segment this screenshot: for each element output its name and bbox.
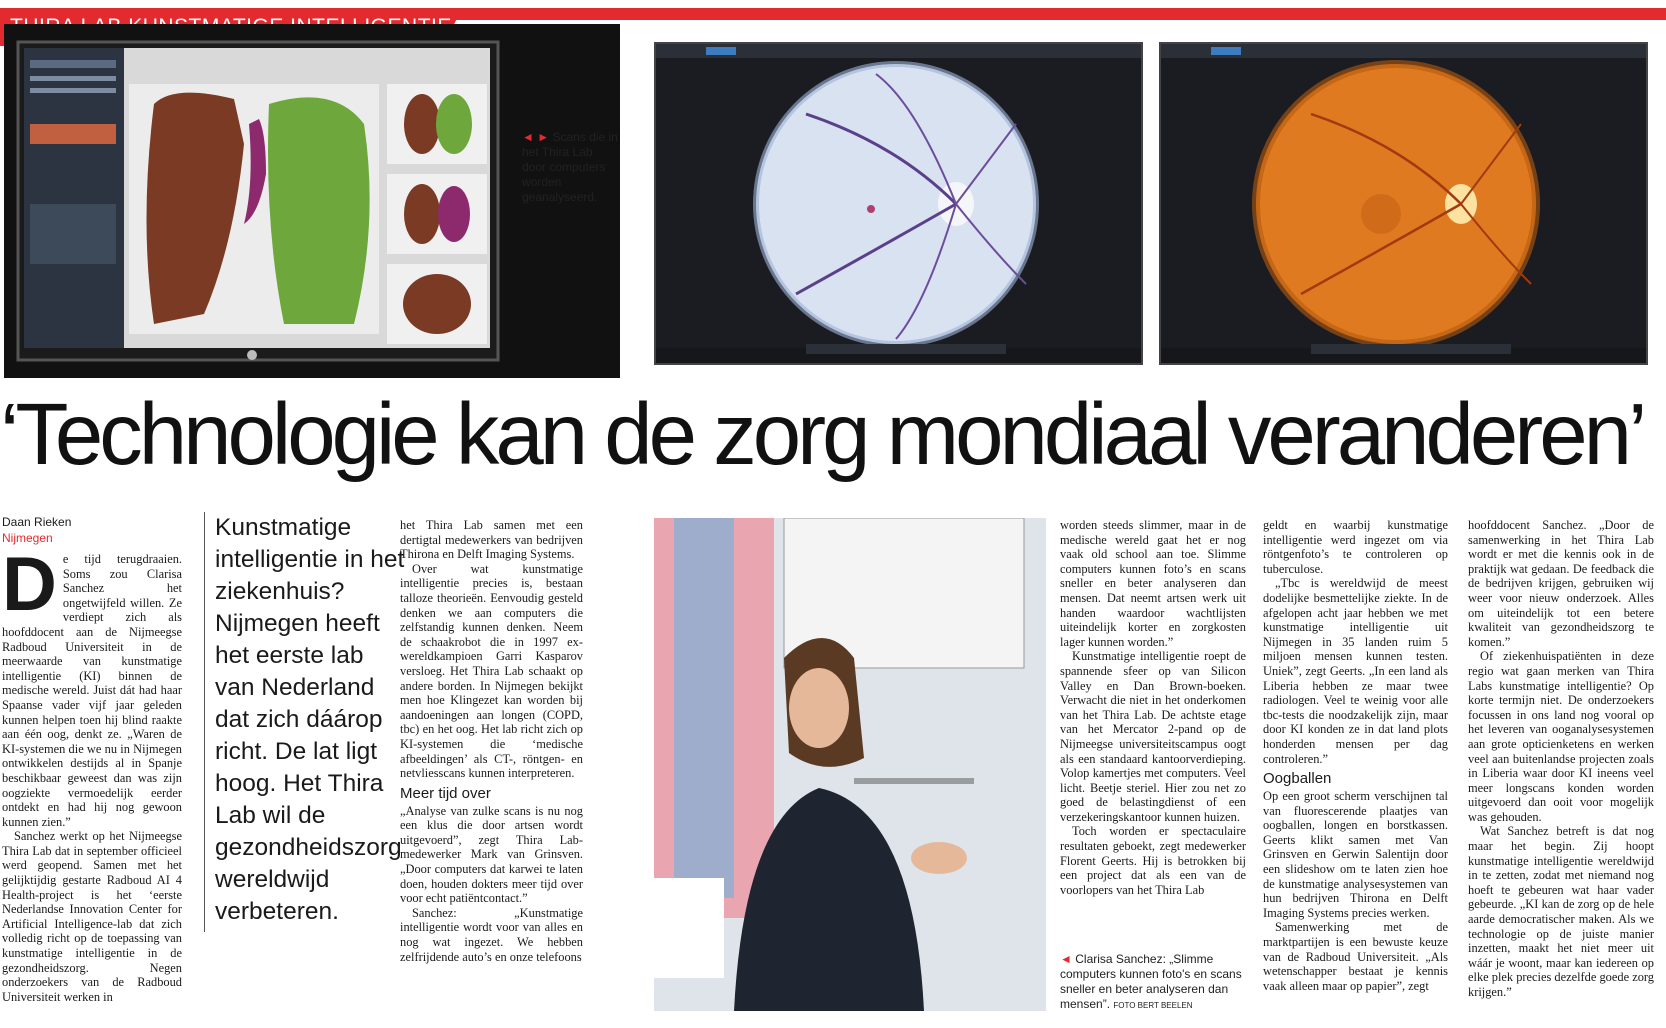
paragraph: Op een groot scherm verschijnen tal van fluorescerende plaatjes van oogballen, longen en borstkassen. Geerts klikt samen met Van Grinsven en Gerwin Salentijn door een slideshow om te laten zien hoe de kunstmatige analysesystemen van hun bedrijven Thirona en Delft Imaging Systems precies werken. bbox=[1263, 789, 1448, 920]
paragraph: Wat Sanchez betreft is dat nog maar het begin. Zij hoopt kunstmatige intelligentie wereldwijd in te zetten, zodat met niemand nog hoeft te gebeuren wat haar vader gebeurde. „KI kan de zorg op de hele aarde democratischer maken. Als we technologie op de juiste manier inzetten, maakt het niet meer uit wáár je woont, maar kan iedereen op elke plek precies dezelfde goede zorg krijgen.” bbox=[1468, 824, 1654, 999]
article-column-4 bbox=[1263, 518, 1448, 1012]
photo-caption bbox=[1060, 952, 1246, 1013]
author: Daan Rieken bbox=[2, 515, 72, 529]
drop-cap: D bbox=[2, 552, 57, 627]
paragraph: Toch worden er spectaculaire resultaten geboekt, zegt medewerker Florent Geerts. Hij is betrokken bij een project dat als een van de voorlopers van het Thira Lab bbox=[1060, 824, 1246, 897]
caption-arrow: ◄ bbox=[1060, 952, 1072, 966]
intro-text: Kunstmatige intelligentie in het ziekenhuis? Nijmegen heeft het eerste lab van Nederland dat zich dáárop richt. De lat ligt hoog. Het Thira Lab wil de gezondheidszorg wereldwijd verbeteren. bbox=[215, 514, 405, 925]
paragraph: Sanchez: „Kunstmatige intelligentie wordt voor van alles en nog wat ingezet. We hebben zelfrijdende auto’s en onze telefoons bbox=[400, 905, 583, 964]
byline bbox=[2, 514, 71, 546]
subheading: Oogballen bbox=[1263, 770, 1332, 788]
caption-text: Clarisa Sanchez: „Slimme computers kunnen foto's en scans sneller en beter analyseren dan mensen”. bbox=[1060, 952, 1242, 1011]
paragraph: „Analyse van zulke scans is nu nog een klus die door artsen wordt uitgevoerd”, zegt Thira Lab-medewerker Mark van Grinsven. „Door computers dat karwei te laten doen, houden dokters meer tijd over voor echt patiëntcontact.” bbox=[400, 803, 583, 906]
page-title: ‘Technologie kan de zorg mondiaal veranderen’ bbox=[0, 386, 1644, 483]
paragraph: Of ziekenhuispatiënten in deze regio wat gaan merken van Thira Labs kunstmatige intelligentie? Op korte termijn niet. De onderzoekers focussen in ons land nog vooral op het leveren van ooganalysesystemen aan grote opticienketens en werken veel aan buitenlandse projecten zoals in Liberia waar door KI ineens veel meer longscans konden worden uitgevoerd dan ooit voor mogelijk was gehouden. bbox=[1468, 649, 1654, 824]
article-column-2 bbox=[400, 518, 583, 1012]
paragraph: Kunstmatige intelligentie roept de spannende sfeer op van Silicon Valley en Dan Brown-boeken. Verwacht die niet in het onderkomen van het Thira Lab. De achtste etage van het Mercator 2-pand op de Nijmeegse universiteitscampus oogt als een standaard kantoorverdieping. Volop kamertjes met computers. Veel licht. Beetje steriel. Hier zou net zo goed de belastingdienst of een verzekeringskantoor kunnen huizen. bbox=[1060, 649, 1246, 824]
paragraph: „Tbc is wereldwijd de meest dodelijke besmettelijke ziekte. In de afgelopen acht jaar hebben we met kunstmatige intelligentie uit Nijmegen in 35 landen ruim 5 miljoen mensen kunnen testen. Uniek”, zegt Geerts. „In een land als Liberia hebben ze maar twee radiologen. Veel te weinig voor alle tbc-tests die noodzakelijk zijn, maar door KI konden ze in dat land plots honderden mensen per dag controleren.” bbox=[1263, 576, 1448, 766]
article-column-1 bbox=[2, 552, 182, 1012]
subheading: Meer tijd over bbox=[400, 784, 491, 802]
article-column-3 bbox=[1060, 518, 1246, 932]
paragraph: Over wat kunstmatige intelligentie precies is, bestaan talloze theorieën. Eenvoudig gesteld denken we aan computers die zelfstandig kunnen denken. Neem de schaakrobot die in 1997 ex-wereldkampioen Garri Kasparov versloeg. Het Thira Lab schaakt op andere borden. In Nijmegen bekijkt men hoe Klingezet kan worden bij aandoeningen aan longen (COPD, tbc) en het oog. Het lab richt zich op KI-systemen die ‘medische afbeeldingen’ als CT-, röntgen- en netvliesscans kunnen interpreteren. bbox=[400, 561, 583, 781]
photo-portrait-sanchez bbox=[654, 518, 1046, 1011]
photo-retina-fluorescent bbox=[654, 42, 1143, 365]
photo-credit: FOTO BERT BEELEN bbox=[1113, 1001, 1193, 1010]
photo-retina-color bbox=[1159, 42, 1648, 365]
paragraph: hoofddocent Sanchez. „Door de samenwerking in het Thira Lab wordt er met die kennis ook in de praktijk wat gedaan. De feedback die de bedrijven krijgen, gebruiken wij weer voor nieuw onderzoek. Alles om uiteindelijk tot een betere kwaliteit van gezondheidszorg te komen.” bbox=[1468, 518, 1654, 649]
intro-block bbox=[204, 512, 405, 932]
paragraph: worden steeds slimmer, maar in de medische wereld gaat het er nog vaak old school aan toe. Slimme computers kunnen foto’s en scans sneller en beter analyseren dan mensen. Dat neemt artsen werk uit handen waardoor wachtlijsten uiteindelijk korter en zorgkosten lager kunnen worden.” bbox=[1060, 518, 1246, 649]
paragraph: Samenwerking met de marktpartijen is een bewuste keuze van de Radboud Universiteit. „Als wetenschapper bestaat je kennis vaak alleen maar op papier”, zegt bbox=[1263, 920, 1448, 993]
dateline-place: Nijmegen bbox=[2, 531, 53, 545]
caption-scans bbox=[522, 130, 618, 205]
paragraph: het Thira Lab samen met een dertigtal medewerkers van bedrijven Thirona en Delft Imaging Systems. bbox=[400, 518, 583, 562]
article-column-5 bbox=[1468, 518, 1654, 1012]
hp-logo-icon bbox=[247, 350, 257, 360]
caption-arrows: ◄ ► bbox=[522, 130, 550, 144]
intro-rule bbox=[204, 512, 205, 932]
paragraph: geldt en waarbij kunstmatige intelligentie werd ingezet om via röntgenfoto’s te controleren op tuberculose. bbox=[1263, 518, 1448, 576]
paragraph: Sanchez werkt op het Nijmeegse Thira Lab dat in september officieel werd geopend. Samen met het gelijktijdig gestarte Radboud AI 4 Health-project is het ‘eerste Nederlandse Innovation Center for Artificial Intelligence-lab dat zich volledig richt op de toepassing van kunstmatige intelligentie in de gezondheidszorg. Negen onderzoekers van de Radboud Universiteit werken in bbox=[2, 829, 182, 1004]
paragraph: e tijd terugdraaien. Soms zou Clarisa Sanchez het ongetwijfeld willen. Ze verdiept zich als hoofddocent aan de Nijmeegse Radboud Universiteit in de meerwaarde van kunstmatige intelligentie (KI) binnen de medische wereld. Juist dát had haar Spaanse vader vijf jaar geleden kunnen helpen toen hij blind raakte aan één oog, denkt ze. „Waren de KI-systemen die we nu in Nijmegen ontwikkelen destijds al in Spanje beschikbaar geweest dan was zijn oogziekte vermoedelijk eerder ontdekt en had hij nog gewoon kunnen zien.” bbox=[2, 552, 182, 829]
caption-scans-text: Scans die in het Thira Lab door computers worden geanalyseerd. bbox=[522, 130, 618, 204]
